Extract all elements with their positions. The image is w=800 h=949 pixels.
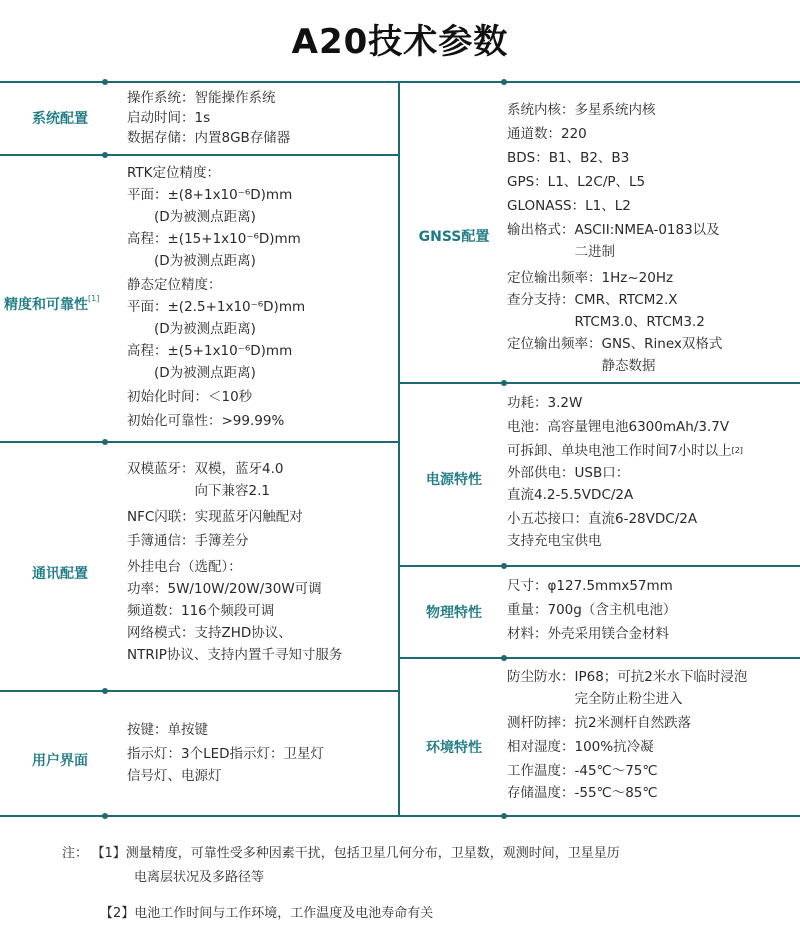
spec-line: GPS：L1、L2C/P、L5	[507, 174, 646, 190]
divider-dot	[501, 813, 507, 819]
table-bottom-border	[0, 815, 800, 817]
spec-line: 功率：5W/10W/20W/30W可调	[127, 581, 322, 597]
spec-line: 信号灯、电源灯	[127, 768, 222, 784]
row-divider	[0, 690, 398, 692]
spec-line: 工作温度：-45℃～75℃	[507, 763, 658, 779]
spec-line: 静态数据	[507, 358, 656, 374]
gnss-specs	[507, 99, 722, 377]
spec-line: 功耗：3.2W	[507, 395, 583, 411]
divider-dot	[102, 439, 108, 445]
spec-line: 操作系统：智能操作系统	[127, 90, 276, 106]
category-system-config: 系统配置	[32, 111, 88, 127]
divider-dot	[501, 79, 507, 85]
spec-line: 输出格式：ASCII:NMEA-0183以及	[507, 222, 720, 238]
spec-line: 通道数：220	[507, 126, 587, 142]
footnote-1	[62, 842, 620, 866]
table-top-border	[0, 81, 800, 83]
footnote-1-continued: 电离层状况及多路径等	[134, 870, 265, 885]
footnote-marker: [1]	[88, 294, 100, 303]
spec-line: NFC闪联：实现蓝牙闪触配对	[127, 509, 303, 525]
spec-line: 指示灯：3个LED指示灯：卫星灯	[127, 746, 325, 762]
spec-line: 外挂电台（选配）：	[127, 559, 242, 575]
spec-line: 直流4.2-5.5VDC/2A	[507, 487, 634, 503]
spec-line: 数据存储：内置8GB存储器	[127, 130, 291, 146]
spec-line: RTCM3.0、RTCM3.2	[507, 314, 705, 330]
spec-line: BDS：B1、B2、B3	[507, 150, 630, 166]
spec-line: 双模蓝牙：双模，蓝牙4.0	[127, 461, 284, 477]
spec-line: 频道数：116个频段可调	[127, 603, 275, 619]
category-user-interface: 用户界面	[32, 753, 88, 769]
divider-dot	[102, 813, 108, 819]
spec-line: 定位输出频率：GNS、Rinex双格式	[507, 336, 723, 352]
spec-line: 完全防止粉尘进入	[507, 691, 683, 707]
spec-line: 启动时间：1s	[127, 110, 211, 126]
row-divider	[0, 154, 398, 156]
footnote-marker: [2]	[731, 446, 743, 455]
spec-line: 系统内核：多星系统内核	[507, 102, 656, 118]
spec-line: 初始化可靠性：>99.99%	[127, 413, 285, 429]
divider-dot	[102, 152, 108, 158]
spec-line: 网络模式：支持ZHD协议、	[127, 625, 292, 641]
spec-line: 材料：外壳采用镁合金材料	[507, 626, 669, 642]
spec-line: (D为被测点距离)	[127, 321, 256, 337]
spec-line	[507, 440, 743, 462]
row-divider	[400, 657, 800, 659]
footnote-1-text: 【1】测量精度，可靠性受多种因素干扰，包括卫星几何分布，卫星数，观测时间，卫星星历	[98, 846, 620, 861]
accuracy-specs	[127, 162, 305, 432]
power-specs	[507, 392, 743, 552]
spec-line: 小五芯接口：直流6-28VDC/2A	[507, 511, 698, 527]
spec-line: 重量：700g（含主机电池）	[507, 602, 677, 618]
spec-line: 防尘防水：IP68；可抗2米水下临时浸泡	[507, 669, 748, 685]
spec-line: 向下兼容2.1	[127, 483, 270, 499]
row-divider	[0, 441, 398, 443]
spec-line: 电池：高容量锂电池6300mAh/3.7V	[507, 419, 730, 435]
spec-line: (D为被测点距离)	[127, 365, 256, 381]
divider-dot	[102, 688, 108, 694]
spec-line: 静态定位精度：	[127, 277, 222, 293]
category-accuracy-reliability	[4, 294, 99, 314]
row-divider	[400, 382, 800, 384]
spec-line: 存储温度：-55℃～85℃	[507, 785, 658, 801]
divider-dot	[501, 655, 507, 661]
category-gnss-config: GNSS配置	[418, 229, 490, 245]
spec-line: 手簿通信：手簿差分	[127, 533, 249, 549]
page-title: A20技术参数	[291, 22, 509, 62]
spec-line: 尺寸：φ127.5mmx57mm	[507, 578, 673, 594]
spec-line: RTK定位精度：	[127, 165, 220, 181]
physical-specs	[507, 575, 676, 645]
divider-dot	[501, 563, 507, 569]
category-communication: 通讯配置	[32, 566, 88, 582]
user-interface-specs	[127, 719, 324, 787]
system-config-specs	[127, 88, 291, 146]
spec-line: 支持充电宝供电	[507, 533, 602, 549]
spec-line: GLONASS：L1、L2	[507, 198, 631, 214]
spec-line: NTRIP协议、支持内置千寻知寸服务	[127, 647, 343, 663]
footnotes	[62, 842, 620, 926]
spec-line: 外部供电：USB口：	[507, 465, 630, 481]
spec-line: (D为被测点距离)	[127, 253, 256, 269]
spec-line: 平面：±(2.5+1x10⁻⁶D)mm	[127, 299, 306, 315]
divider-dot	[102, 79, 108, 85]
row-divider	[400, 565, 800, 567]
spec-text: 可拆卸、单块电池工作时间7小时以上	[507, 443, 732, 459]
notes-prefix: 注：	[62, 846, 89, 861]
column-divider	[398, 81, 400, 817]
communication-specs	[127, 458, 342, 666]
spec-line: 高程：±(5+1x10⁻⁶D)mm	[127, 343, 293, 359]
spec-line: 平面：±(8+1x10⁻⁶D)mm	[127, 187, 293, 203]
spec-line: 初始化时间：＜10秒	[127, 389, 253, 405]
environment-specs	[507, 666, 747, 804]
spec-line: 定位输出频率：1Hz~20Hz	[507, 270, 674, 286]
spec-line: 高程：±(15+1x10⁻⁶D)mm	[127, 231, 301, 247]
spec-line: 相对湿度：100%抗冷凝	[507, 739, 654, 755]
category-power: 电源特性	[426, 472, 482, 488]
category-environment: 环境特性	[426, 740, 482, 756]
footnote-2: 【2】电池工作时间与工作环境，工作温度及电池寿命有关	[100, 906, 434, 921]
spec-line: 测杆防摔：抗2米测杆自然跌落	[507, 715, 692, 731]
divider-dot	[501, 380, 507, 386]
spec-line: (D为被测点距离)	[127, 209, 256, 225]
spec-line: 查分支持：CMR、RTCM2.X	[507, 292, 678, 308]
category-label: 精度和可靠性	[4, 297, 88, 313]
spec-line: 二进制	[507, 244, 615, 260]
category-physical: 物理特性	[426, 605, 482, 621]
spec-line: 按键：单按键	[127, 722, 208, 738]
